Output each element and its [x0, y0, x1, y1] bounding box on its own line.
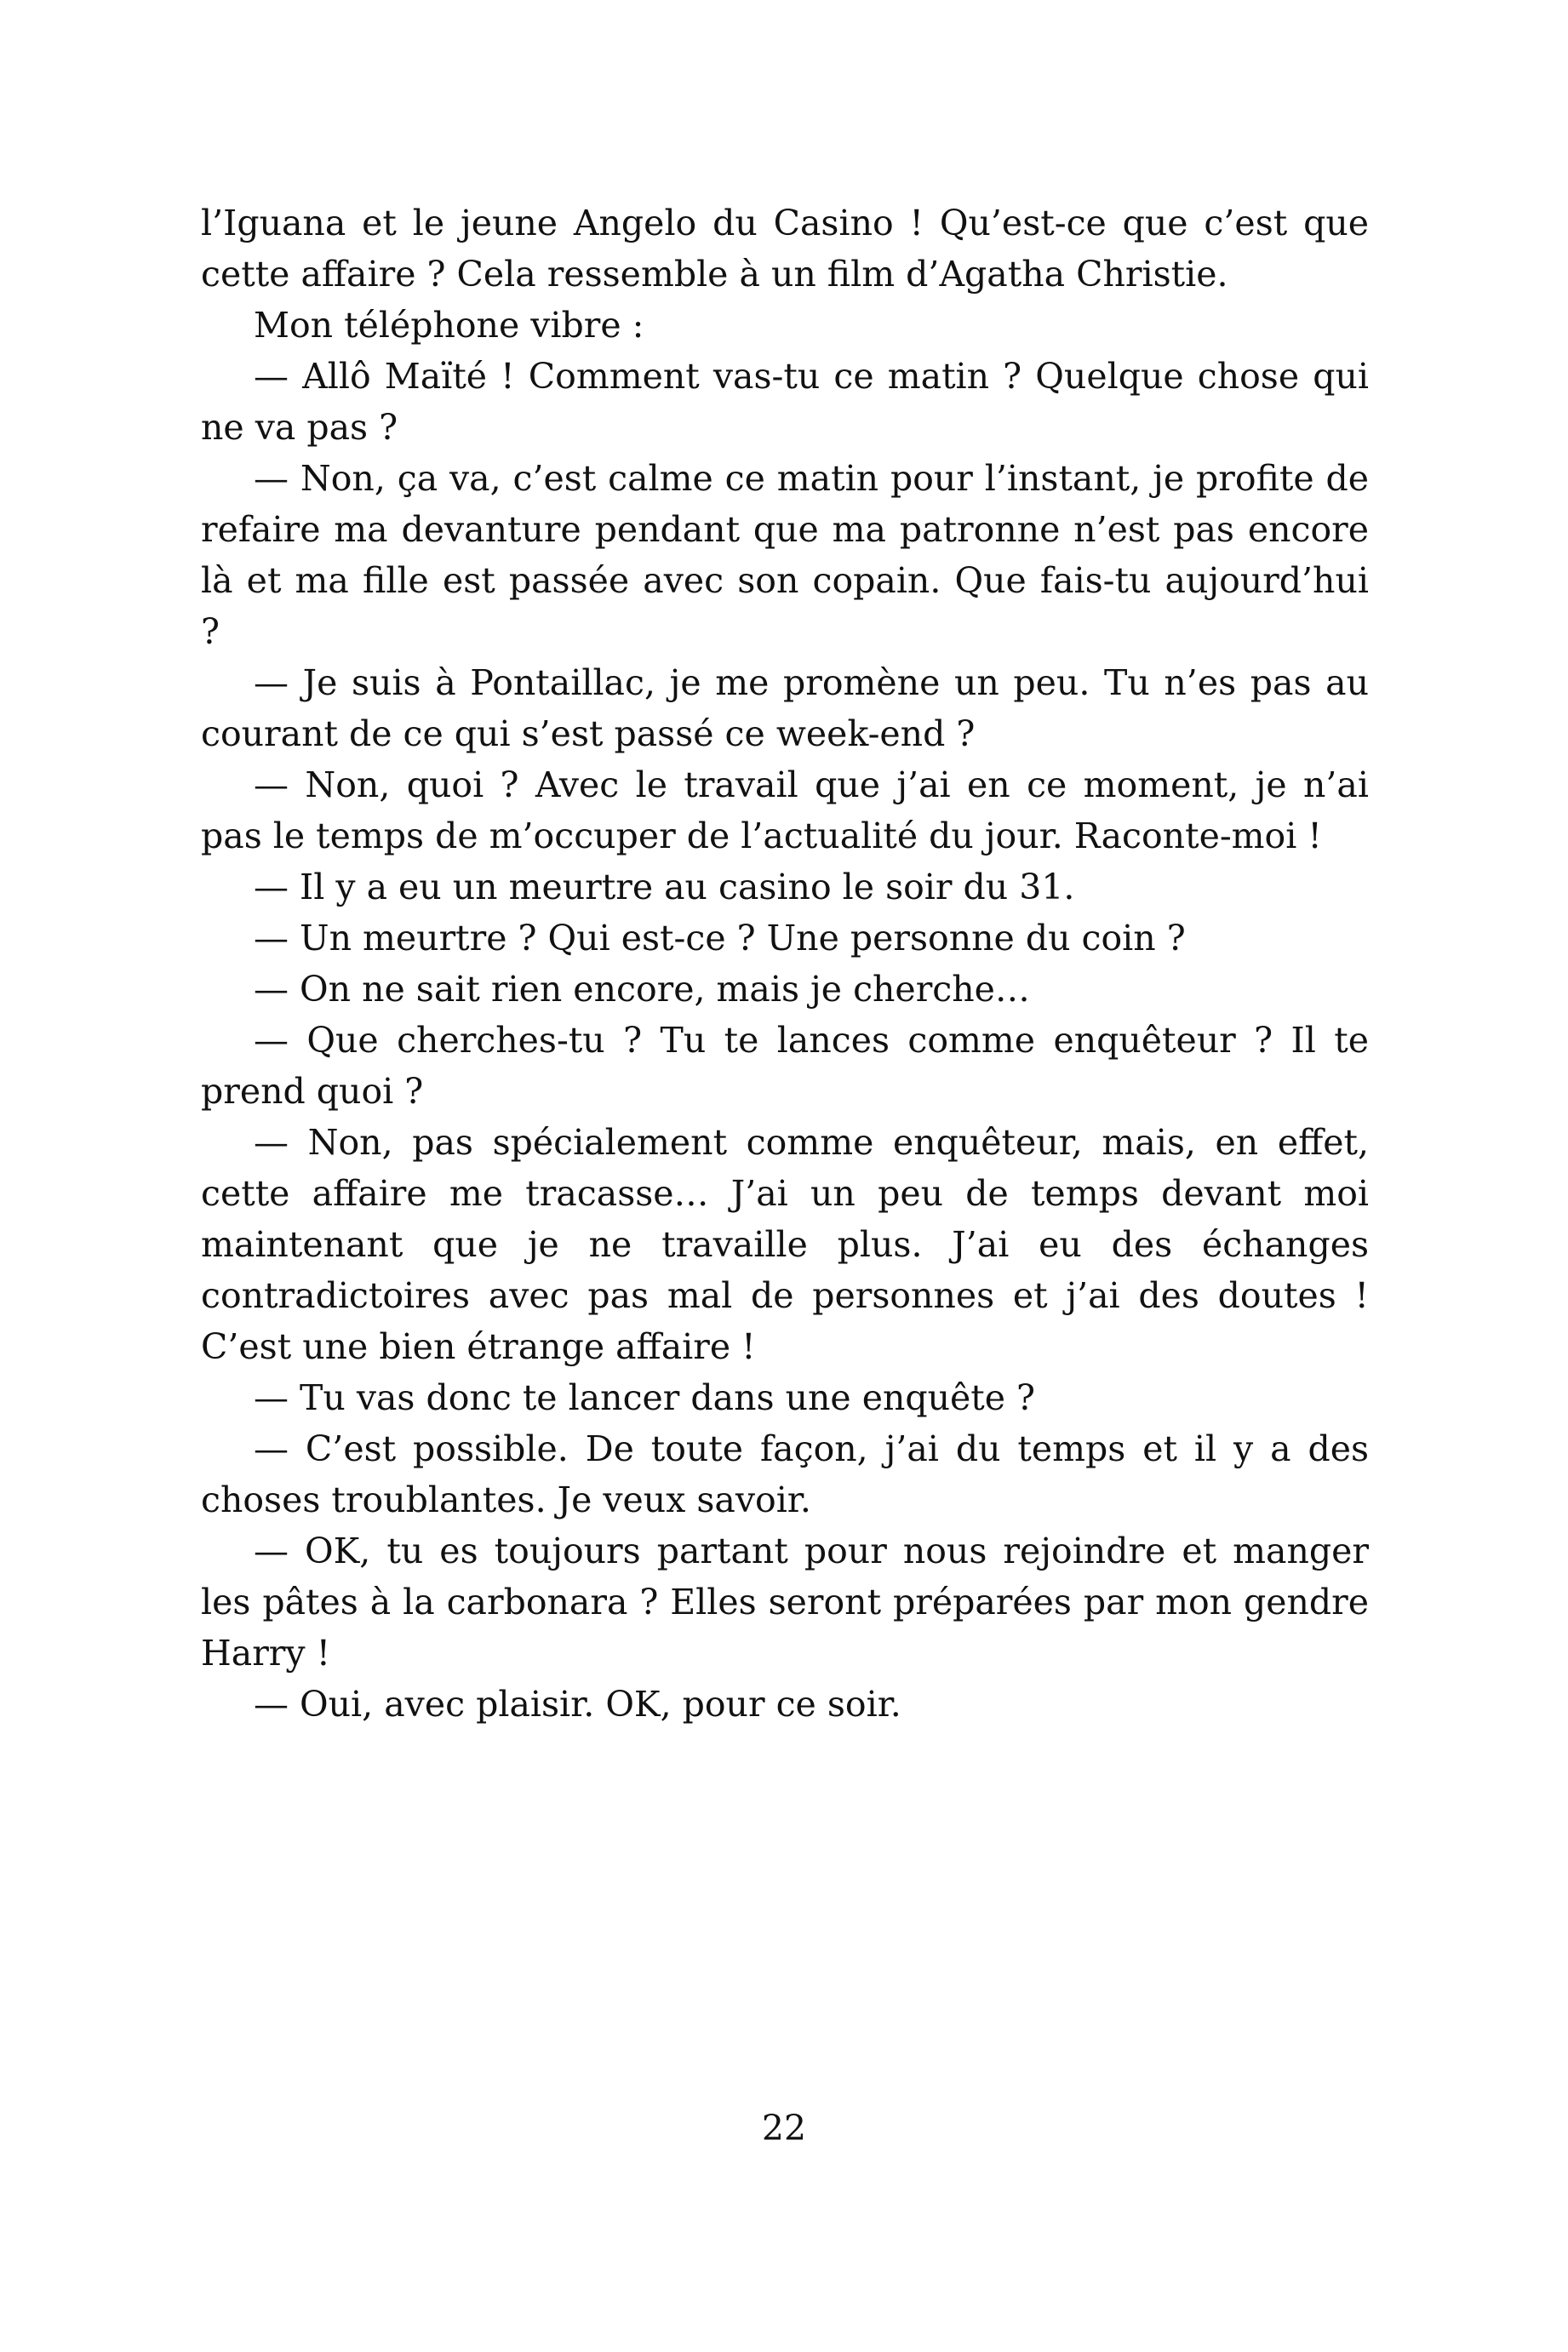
paragraph: — Un meurtre ? Qui est-ce ? Une personne du coin ?	[254, 918, 1186, 959]
paragraph: — Non, ça va, c’est calme ce matin pour l’instant, je profite de refaire ma devanture pendant que ma patronne n’est pas encore là et ma fille est passée avec son copain. Que fais-tu aujourd’hui ?	[201, 458, 1369, 652]
paragraph: — Je suis à Pontaillac, je me promène un peu. Tu n’es pas au courant de ce qui s’est passé ce week-end ?	[201, 662, 1369, 754]
paragraph: Mon téléphone vibre :	[254, 305, 644, 346]
paragraph: — Non, quoi ? Avec le travail que j’ai en ce moment, je n’ai pas le temps de m’occuper de l’actualité du jour. Raconte-moi !	[201, 764, 1369, 856]
paragraph: — C’est possible. De toute façon, j’ai du temps et il y a des choses troublantes. Je veux savoir.	[201, 1428, 1369, 1520]
paragraph: — OK, tu es toujours partant pour nous rejoindre et manger les pâtes à la carbonara ? Elles seront préparées par mon gendre Harry !	[201, 1531, 1369, 1674]
paragraph: — Non, pas spécialement comme enquêteur, mais, en effet, cette affaire me tracasse… J’ai un peu de temps devant moi maintenant que je ne travaille plus. J’ai eu des échanges contradictoires avec pas mal de personnes et j’ai des doutes ! C’est une bien étrange affaire !	[201, 1122, 1369, 1367]
paragraph: — Tu vas donc te lancer dans une enquête ?	[254, 1377, 1036, 1418]
paragraph: — On ne sait rien encore, mais je cherche…	[254, 969, 1030, 1010]
paragraph: — Oui, avec plaisir. OK, pour ce soir.	[254, 1684, 901, 1725]
paragraph: — Allô Maïté ! Comment vas-tu ce matin ? Quelque chose qui ne va pas ?	[201, 356, 1369, 448]
body-text	[201, 197, 1369, 1730]
page-number: 22	[761, 2108, 807, 2149]
paragraph: l’Iguana et le jeune Angelo du Casino ! Qu’est-ce que c’est que cette affaire ? Cela ressemble à un film d’Agatha Christie.	[201, 203, 1369, 295]
paragraph: — Il y a eu un meurtre au casino le soir du 31.	[254, 867, 1075, 907]
paragraph: — Que cherches-tu ? Tu te lances comme enquêteur ? Il te prend quoi ?	[201, 1020, 1369, 1112]
